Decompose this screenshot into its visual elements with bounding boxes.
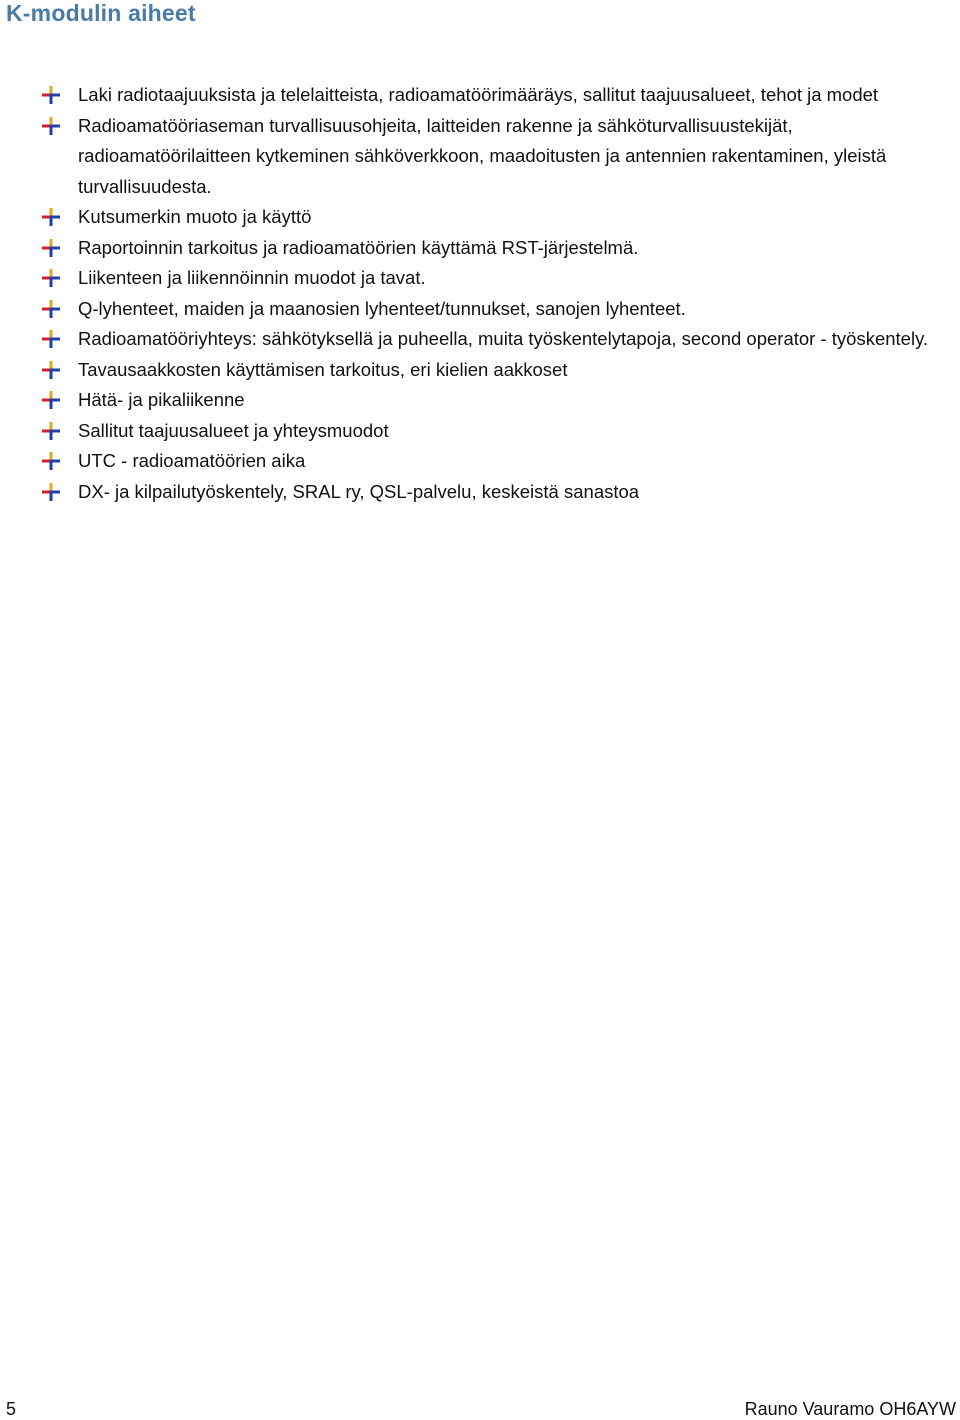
topic-text: Laki radiotaajuuksista ja telelaitteista, radioamatöörimääräys, sallitut taajuusalueet, tehot ja modet (78, 84, 879, 105)
topic-text: DX- ja kilpailutyöskentely, SRAL ry, QSL-palvelu, keskeistä sanastoa (78, 480, 640, 502)
topic-text: Raportoinnin tarkoitus ja radioamatöörien käyttämä RST-järjestelmä. (78, 236, 639, 258)
topic-item-laki (0, 80, 960, 111)
topic-text: Hätä- ja pikaliikenne (78, 389, 245, 410)
topic-item-yhteys (0, 324, 960, 355)
topic-text: Liikenteen ja liikennöinnin muodot ja tavat. (78, 267, 426, 288)
topic-text: UTC - radioamatöörien aika (78, 450, 306, 471)
page-number: 5 (6, 1399, 17, 1419)
topic-item-kutsumerkki (0, 202, 960, 233)
four-point-star-bullet-icon (42, 239, 60, 257)
four-point-star-bullet-icon (42, 452, 60, 470)
topic-item-raportointi (0, 233, 960, 264)
footer-author: Rauno Vauramo OH6AYW (744, 1399, 956, 1419)
topic-text: Radioamatööriyhteys: sähkötyksellä ja puheella, muita työskentelytapoja, second operator - työskentely. (78, 328, 929, 349)
four-point-star-bullet-icon (42, 483, 60, 501)
topic-item-dx (0, 477, 960, 508)
four-point-star-bullet-icon (42, 208, 60, 226)
four-point-star-bullet-icon (42, 86, 60, 104)
topic-text: Q-lyhenteet, maiden ja maanosien lyhenteet/tunnukset, sanojen lyhenteet. (78, 297, 686, 319)
four-point-star-bullet-icon (42, 300, 60, 318)
topic-item-liikenne (0, 263, 960, 294)
topic-item-turvallisuus (0, 111, 960, 203)
topic-item-lyhenteet (0, 294, 960, 325)
topic-text: Sallitut taajuusalueet ja yhteysmuodot (78, 419, 389, 441)
topic-item-utc (0, 446, 960, 477)
page-title: K-modulin aiheet (6, 0, 196, 26)
topic-text: Kutsumerkin muoto ja käyttö (78, 206, 312, 227)
four-point-star-bullet-icon (42, 422, 60, 440)
topic-item-taajuusalueet (0, 416, 960, 447)
four-point-star-bullet-icon (42, 117, 60, 135)
topic-item-tavausaakkoset (0, 355, 960, 386)
topic-text: Tavausaakkosten käyttämisen tarkoitus, eri kielien aakkoset (78, 358, 568, 380)
topic-text: Radioamatööriaseman turvallisuusohjeita, laitteiden rakenne ja sähköturvallisuustekijät, radioamatöörilaitteen kytkeminen sähköverkkoon, maadoitusten ja antennien rakentaminen, yleistä turvallisuudesta. (78, 114, 887, 197)
four-point-star-bullet-icon (42, 330, 60, 348)
four-point-star-bullet-icon (42, 269, 60, 287)
four-point-star-bullet-icon (42, 361, 60, 379)
four-point-star-bullet-icon (42, 391, 60, 409)
topic-list (0, 80, 960, 507)
topic-item-hataliikenne (0, 385, 960, 416)
